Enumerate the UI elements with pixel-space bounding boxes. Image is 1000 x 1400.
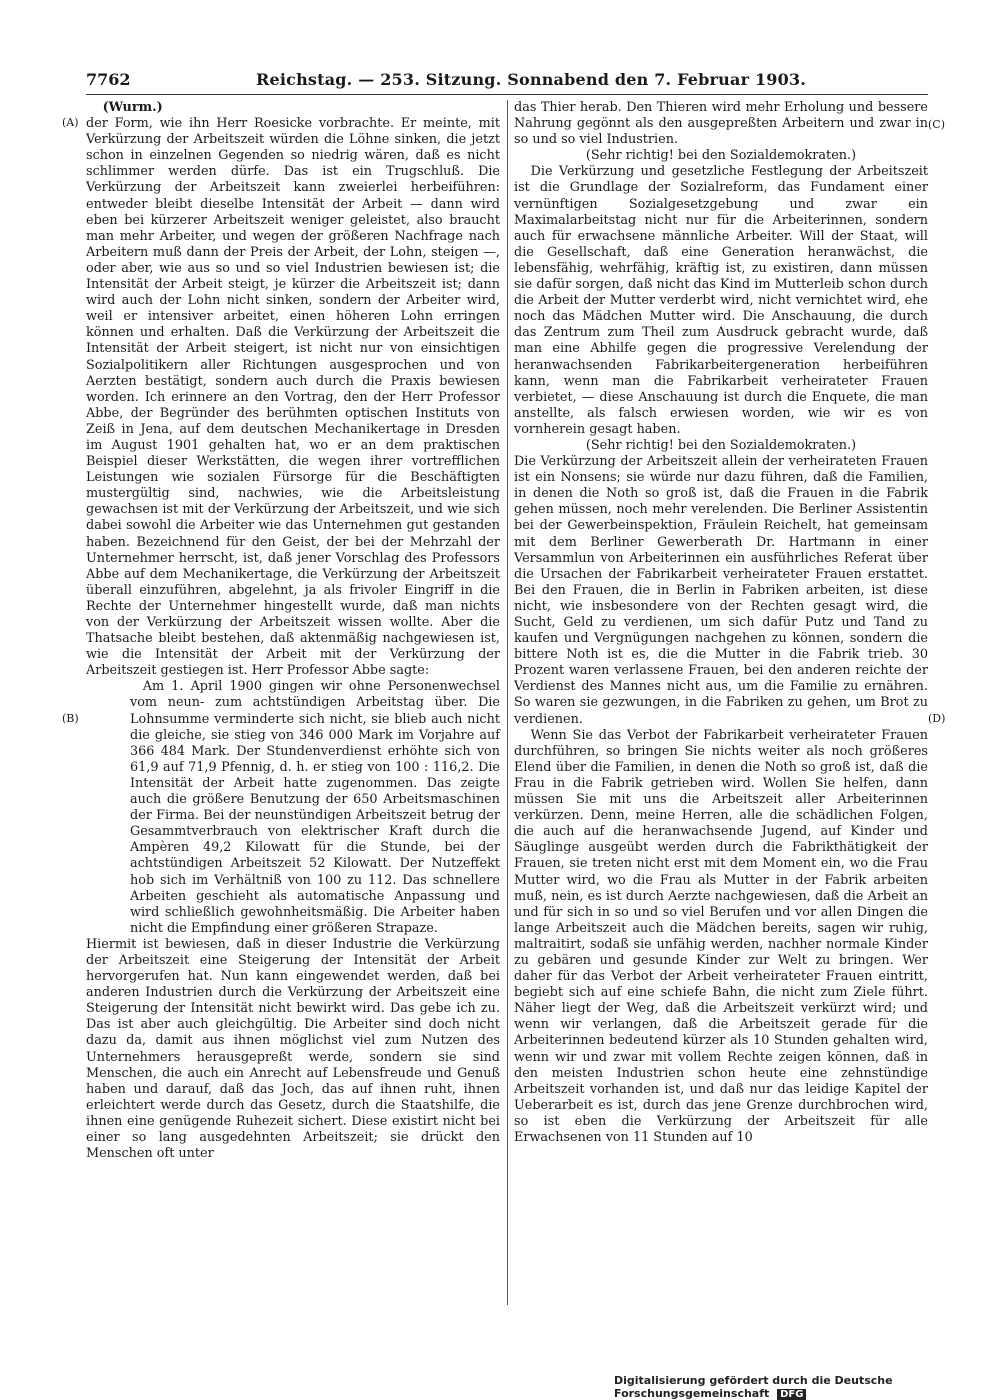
- speaker-label: (Wurm.): [102, 100, 163, 115]
- quote-paragraph: Am 1. April 1900 gingen wir ohne Personenwechsel vom neun- zum achtstündigen Arbeitstag über. Die Lohnsumme verminderte sich nicht, sie blieb auch nicht die gleiche, sie stieg von 346 000 Mark im Vorjahre auf 366 484 Mark. Der Stundenverdienst erhöhte sich von 61,9 auf 71,9 Pfennig, d. h. er stieg von 100 : 116,2. Die Intensität der Arbeit hatte zugenommen. Das zeigte auch die größere Benutzung der 650 Arbeitsmaschinen der Firma. Bei der neunstündigen Arbeitszeit betrug der Gesammtverbrauch von elektrischer Kraft durch die Ampèren 49,2 Kilowatt für die Stunde, bei der achtstündigen Arbeitszeit 52 Kilowatt. Der Nutzeffekt hob sich im Verhältniß von 100 zu 112. Das schnellere Arbeiten geschieht als automatische Anpassung und wird schließlich gewohnheitsmäßig. Die Arbeiter haben nicht die Empfindung einer größeren Strapaze.: [130, 679, 500, 936]
- right-paragraph-3: Die Verkürzung der Arbeitszeit allein der verheirateten Frauen ist ein Nonsens; sie würde nur dazu führen, daß die Familien, in denen die Noth so groß ist, daß die Frauen in die Fabrik gehen müssen, noch mehr verelenden. Die Berliner Assistentin bei der Gewerbeinspektion, Fräulein Reichelt, hat gemeinsam mit dem Berliner Gewerberath Dr. Hartmann in einer Versammlun von Arbeiterinnen ein ausführliches Referat über die Ursachen der Fabrikarbeit verheirateter Frauen erstattet. Bei den Frauen, die in Berlin in Fabriken arbeiten, ist diese nicht, wie insbesondere von der Rechten gesagt wird, die Sucht, Geld zu verdienen, um sich dafür Putz und Tand zu kaufen und Vergnügungen nachgehen zu können, sondern die bittere Noth ist es, die die Mutter in die Fabrik trieb. 30 Prozent waren verlassene Frauen, bei den anderen reichte der Verdienst des Mannes nicht aus, um die Familie zu ernähren. So waren sie gezwungen, in die Fabriken zu gehen, um Brot zu verdienen.: [514, 454, 928, 727]
- page-header: [86, 70, 928, 94]
- interjection-1: (Sehr richtig! bei den Sozialdemokraten.): [585, 148, 857, 164]
- left-paragraph: der Form, wie ihn Herr Roesicke vorbrachte. Er meinte, mit Verkürzung der Arbeitszeit würden die Löhne sinken, die jetzt schon in einzelnen Gegenden so niedrig wären, daß es nicht schlimmer werden dürfe. Das ist ein Trugschluß. Die Verkürzung der Arbeitszeit kann zweierlei herbeiführen: entweder bleibt dieselbe Intensität der Arbeit — dann wird eben bei kürzerer Arbeitszeit weniger geleistet, also braucht man mehr Arbeiter, und wegen der größeren Nachfrage nach Arbeitern muß dann der Preis der Arbeit, der Lohn, steigen —, oder aber, wie aus so und so viel Industrien bewiesen ist; die Intensität der Arbeit steigt, je kürzer die Arbeitszeit ist; dann wird auch der Lohn nicht sinken, sondern der Arbeiter wird, weil er intensiver arbeitet, einen höheren Lohn erringen können und erhalten. Daß die Verkürzung der Arbeitszeit die Intensität der Arbeit steigert, ist nicht nur von einsichtigen Sozialpolitikern aller Richtungen ausgesprochen und von Aerzten bestätigt, sondern auch durch die Praxis bewiesen worden. Ich erinnere an den Vortrag, den der Herr Professor Abbe, der Begründer des berühmten optischen Instituts von Zeiß in Jena, auf dem deutschen Mechanikertage in Dresden im August 1901 gehalten hat, wo er an dem praktischen Beispiel dieser Werkstätten, die wegen ihrer vortrefflichen Leistungen wie sozialen Fürsorge für die Beschäftigten mustergültig sind, nachwies, wie die Arbeitsleistung gewachsen ist mit der Verkürzung der Arbeitszeit, und wie sich dabei sowohl die Arbeiter wie das Unternehmen gut gestanden haben. Bezeichnend für den Geist, der bei der Mehrzahl der Unternehmer herrscht, ist, daß jener Vorschlag des Professors Abbe auf dem Mechanikertage, die Verkürzung der Arbeitszeit überall einzuführen, abgelehnt, ja als frivoler Eingriff in die Rechte der Unternehmer hingestellt wurde, daß man nichts von der Verkürzung der Arbeitszeit wissen wollte. Aber die Thatsache bleibt bestehen, daß aktenmäßig nachgewiesen ist, wie die Intensität der Arbeit mit der Verkürzung der Arbeitszeit gestiegen ist. Herr Professor Abbe sagte:: [86, 116, 500, 679]
- abbe-quote: [130, 679, 500, 937]
- right-paragraph-2: Die Verkürzung und gesetzliche Festlegung der Arbeitszeit ist die Grundlage der Sozialreform, das Fundament einer vernünftigen Sozialgesetzgebung und zwar ein Maximalarbeitstag nicht nur für die Arbeiterinnen, sondern auch für erwachsene männliche Arbeiter. Will der Staat, will die Gesellschaft, daß eine Generation heranwächst, die lebensfähig, wehrfähig, kräftig ist, zu existiren, dann müssen sie dafür sorgen, daß nicht das Kind im Mutterleib schon durch die Arbeit der Mutter verderbt wird, nicht vernichtet wird, ehe noch das Mädchen Mutter wird. Die Anschauung, die durch das Zentrum zum Theil zum Ausdruck gebracht wurde, daß man eine Abhilfe gegen die progressive Verelendung der heranwachsenden Fabrikarbeitergeneration herbeiführen kann, wenn man die Fabrikarbeit verheirateter Frauen verbietet, — diese Anschauung ist durch die Enquete, die man anstellte, als falsch erwiesen worden, wie wir es von vornherein gesagt haben.: [514, 164, 928, 437]
- footer-credit: [614, 1374, 994, 1400]
- right-column: [514, 100, 928, 1146]
- header-rule: [86, 94, 928, 95]
- left-paragraph-after-quote: Hiermit ist bewiesen, daß in dieser Industrie die Verkürzung der Arbeitszeit eine Steigerung der Intensität der Arbeit hervorgerufen hat. Nun kann eingewendet werden, daß bei anderen Industrien durch die Verkürzung der Arbeitszeit eine Steigerung der Intensität nicht bewirkt wird. Das gebe ich zu. Das ist aber auch gleichgültig. Die Arbeiter sind doch nicht dazu da, damit aus ihnen möglichst viel zum Nutzen des Unternehmers herausgepreßt werde, sondern sie sind Menschen, die auch ein Anrecht auf Lebensfreude und Genuß haben und darauf, daß das Joch, das auf ihnen ruht, ihnen erleichtert werde durch das Gesetz, durch die Staatshilfe, die ihnen eine genügende Ruhezeit sichert. Diese existirt nicht bei einer so lang ausgedehnten Arbeitszeit; sie drückt den Menschen oft unter: [86, 936, 500, 1162]
- left-column: [86, 100, 500, 1162]
- margin-mark-d: (D): [928, 712, 946, 725]
- margin-mark-b: (B): [62, 712, 79, 725]
- column-divider: [507, 100, 508, 1305]
- margin-mark-a: (A): [62, 116, 79, 129]
- margin-mark-c: (C): [928, 118, 945, 131]
- interjection-2: (Sehr richtig! bei den Sozialdemokraten.): [585, 437, 857, 453]
- running-head: Reichstag. — 253. Sitzung. Sonnabend den 7. Februar 1903.: [256, 70, 807, 89]
- right-paragraph-4: Wenn Sie das Verbot der Fabrikarbeit verheirateter Frauen durchführen, so bringen Sie nichts weiter als noch größeres Elend über die Familien, in denen die Noth so groß ist, daß die Frau in die Fabrik getrieben wird. Wollen Sie helfen, dann müssen Sie mit uns die Arbeitszeit aller Arbeiterinnen verkürzen. Denn, meine Herren, alle die schädlichen Folgen, die auch auf die heranwachsende Jugend, auf Kinder und Säuglinge ausgeübt werden durch die Fabrikthätigkeit der Frauen, sie treten nicht erst mit dem Moment ein, wo die Frau Mutter wird, wo die Frau als Mutter in der Fabrik arbeiten muß, nein, es ist durch Aerzte nachgewiesen, daß die Arbeit an und für sich in so und so viel Berufen und vor allen Dingen die lange Arbeitszeit auch die Mädchen bereits, sagen wir ruhig, maltraitirt, sodaß sie unfähig werden, nachher normale Kinder zu gebären und gesunde Kinder zur Welt zu bringen. Wer daher für das Verbot der Arbeit verheirateter Frauen eintritt, begiebt sich auf eine schiefe Bahn, die nicht zum Ziele führt. Näher liegt der Weg, daß die Arbeitszeit verkürzt wird; und wenn wir verlangen, daß die Arbeitszeit gerade für die Arbeiterinnen bedeutend kürzer als 10 Stunden gehalten wird, wenn wir und zwar mit vollem Rechte zeigen können, daß in den meisten Industrien schon heute eine zehnstündige Arbeitszeit vorhanden ist, und daß nur das leidige Kapitel der Ueberarbeit es ist, durch das jene Grenze durchbrochen wird, so ist eben die Verkürzung der Arbeitszeit für alle Erwachsenen von 11 Stunden auf 10: [514, 727, 928, 1145]
- page-number: 7762: [86, 70, 131, 89]
- footer-text: Digitalisierung gefördert durch die Deutsche Forschungsgemeinschaft: [614, 1374, 893, 1400]
- right-paragraph-1: das Thier herab. Den Thieren wird mehr Erholung und bessere Nahrung gegönnt als den ausgepreßten Arbeitern und zwar in so und so viel Industrien.: [514, 100, 928, 148]
- dfg-logo: DFG: [777, 1389, 806, 1400]
